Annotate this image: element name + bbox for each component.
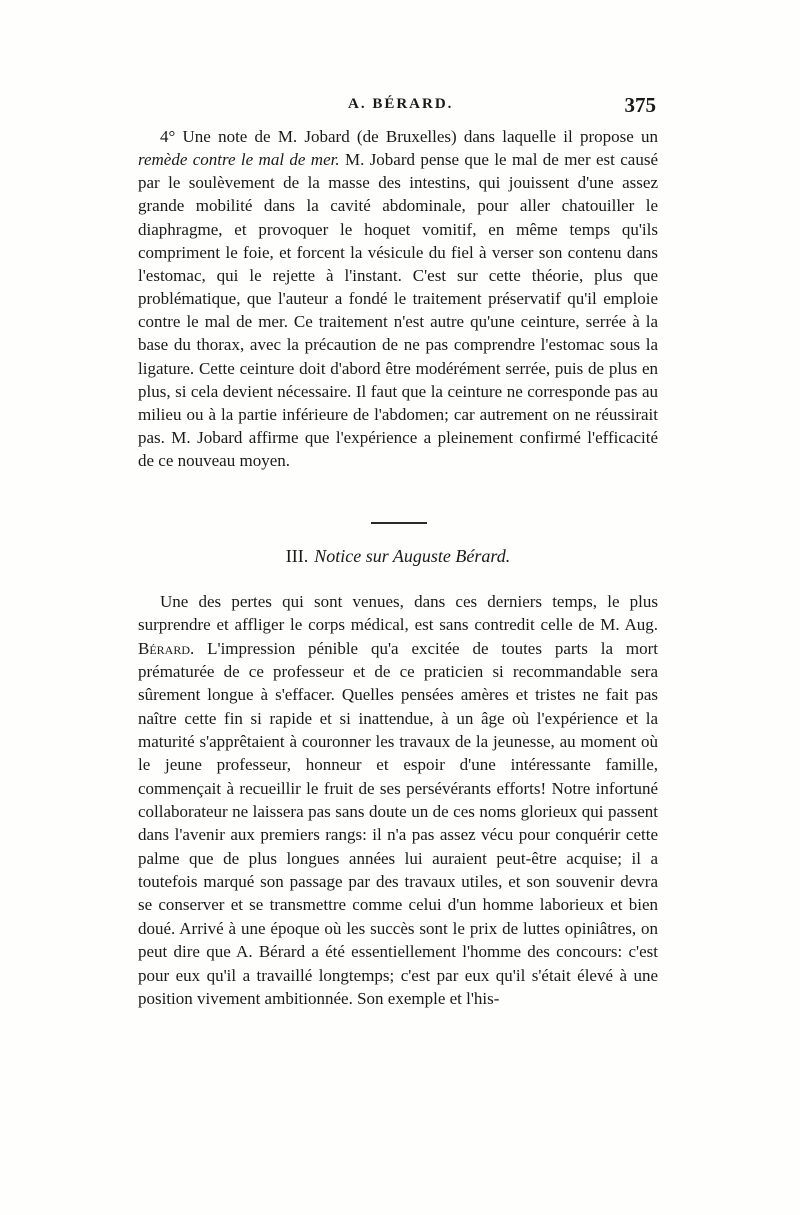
- section-divider: [371, 522, 427, 524]
- section-heading: [138, 546, 658, 567]
- italic-note-title: remède contre le mal de mer.: [138, 150, 340, 170]
- item-text-before-title: Une note de M. Jobard (de Bruxelles) dans laquelle il propose un: [175, 127, 658, 146]
- paragraph-notice: [138, 590, 658, 1010]
- page-number: 375: [624, 93, 656, 117]
- author-name-small-caps: Bérard: [138, 638, 191, 658]
- notice-text-before-name: Une des pertes qui sont venues, dans ces derniers temps, le plus surprendre et affliger le corps médical, est sans contredit celle de M. Aug.: [138, 592, 658, 635]
- section-title: Notice sur Auguste Bérard.: [314, 546, 511, 566]
- notice-text-after-name: . L'impression pénible qu'a excitée de toutes parts la mort prématurée de ce professeur et de ce praticien si recommandable sera sûrement longue à s'effacer. Quelles pensées amères et tristes ne fait pas naître cette fin si rapide et si inattendue, à un âge où l'expérience et la maturité s'apprêtaient à couronner les travaux de la jeunesse, au moment où le jeune professeur, honneur et espoir d'une intéressante famille, commençait à recueillir le fruit de ses persévérants efforts! Notre infortuné collaborateur ne laissera pas sans doute un de ces noms glorieux qui passent dans l'avenir aux premiers rangs: il n'a pas assez vécu pour conquérir cette palme que de plus longues années lui auraient peut-être acquise; il a toutefois marqué son passage par des travaux utiles, et son souvenir devra se conserver et se transmettre comme celui d'un homme laborieux et bien doué. Arrivé à une époque où les succès sont le prix de luttes opiniâtres, on peut dire que A. Bérard a été essentiellement l'homme des concours: c'est pour eux qu'il a travaillé longtemps; c'est par eux qu'il s'était élevé à une position vivement ambitionnée. Son exemple et l'his-: [138, 638, 658, 1008]
- item-number: 4°: [160, 127, 176, 146]
- section-number: III.: [285, 546, 309, 566]
- item-text-after-title: M. Jobard pense que le mal de mer est causé par le soulèvement de la masse des intestins, qui jouissent d'une assez grande mobilité dans la cavité abdominale, pour aller chatouiller le diaphragme, et provoquer le hoquet vomitif, en même temps qu'ils compriment le foie, et forcent la vésicule du fiel à verser son contenu dans l'estomac, qui le rejette à l'instant. C'est sur cette théorie, plus que problématique, que l'auteur a fondé le traitement préservatif qu'il emploie contre le mal de mer. Ce traitement n'est autre qu'une ceinture, serrée à la base du thorax, avec la précaution de ne pas comprendre l'estomac sous la ligature. Cette ceinture doit d'abord être modérément serrée, puis de plus en plus, si cela devient nécessaire. Il faut que la ceinture ne corresponde pas au milieu ou à la partie inférieure de l'abdomen; car autrement on ne réussirait pas. M. Jobard affirme que l'expérience a pleinement confirmé l'efficacité de ce nouveau moyen.: [138, 150, 658, 471]
- running-title: A. BÉRARD.: [348, 96, 454, 112]
- running-head: [138, 93, 658, 120]
- paragraph-item-4: [138, 125, 658, 472]
